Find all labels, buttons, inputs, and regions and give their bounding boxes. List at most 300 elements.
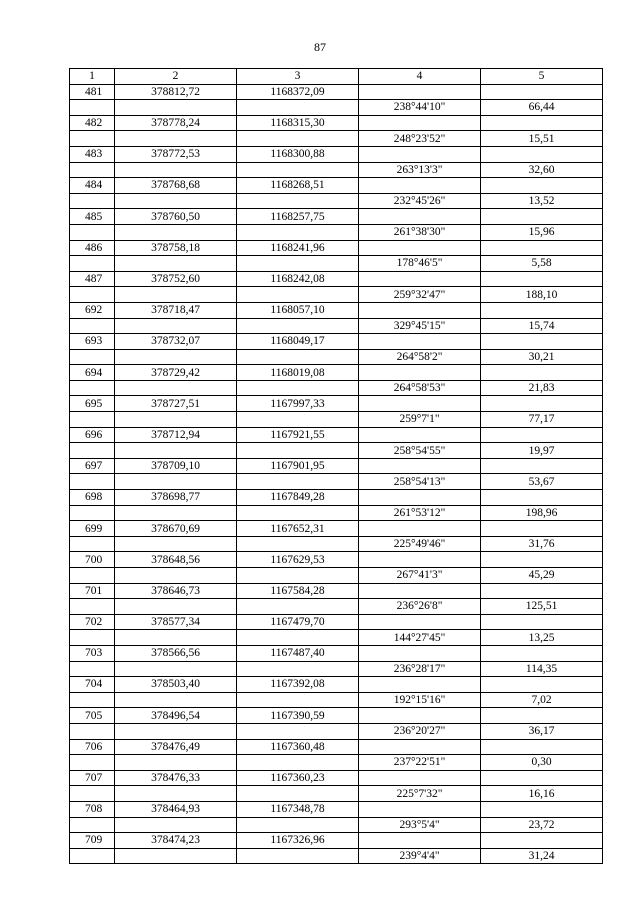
point-number-cell: 484 <box>70 178 115 194</box>
table-header-row <box>70 69 603 85</box>
distance-cell: 45,29 <box>481 568 603 584</box>
empty-cell <box>237 817 359 833</box>
x-coordinate-cell: 378729,42 <box>115 365 237 381</box>
point-number-cell: 693 <box>70 334 115 350</box>
empty-cell <box>359 583 481 599</box>
empty-cell <box>359 115 481 131</box>
empty-cell <box>237 224 359 240</box>
empty-cell <box>237 786 359 802</box>
table-row <box>70 661 603 677</box>
empty-cell <box>481 677 603 693</box>
empty-cell <box>359 521 481 537</box>
empty-cell <box>70 287 115 303</box>
distance-cell: 53,67 <box>481 474 603 490</box>
table-row <box>70 318 603 334</box>
x-coordinate-cell: 378496,54 <box>115 708 237 724</box>
x-coordinate-cell: 378670,69 <box>115 521 237 537</box>
x-coordinate-cell: 378760,50 <box>115 209 237 225</box>
empty-cell <box>70 599 115 615</box>
table-row <box>70 755 603 771</box>
x-coordinate-cell: 378752,60 <box>115 271 237 287</box>
table-row <box>70 474 603 490</box>
empty-cell <box>115 536 237 552</box>
point-number-cell: 692 <box>70 302 115 318</box>
y-coordinate-cell: 1167921,55 <box>237 427 359 443</box>
empty-cell <box>359 552 481 568</box>
table-row <box>70 770 603 786</box>
y-coordinate-cell: 1167390,59 <box>237 708 359 724</box>
table-row <box>70 396 603 412</box>
point-number-cell: 485 <box>70 209 115 225</box>
y-coordinate-cell: 1168242,08 <box>237 271 359 287</box>
x-coordinate-cell: 378648,56 <box>115 552 237 568</box>
empty-cell <box>70 755 115 771</box>
distance-cell: 13,25 <box>481 630 603 646</box>
empty-cell <box>481 521 603 537</box>
empty-cell <box>237 599 359 615</box>
empty-cell <box>115 599 237 615</box>
empty-cell <box>115 474 237 490</box>
empty-cell <box>70 723 115 739</box>
y-coordinate-cell: 1167997,33 <box>237 396 359 412</box>
table-row <box>70 162 603 178</box>
empty-cell <box>115 692 237 708</box>
empty-cell <box>115 162 237 178</box>
distance-cell: 36,17 <box>481 723 603 739</box>
empty-cell <box>237 162 359 178</box>
distance-cell: 198,96 <box>481 505 603 521</box>
distance-cell: 16,16 <box>481 786 603 802</box>
y-coordinate-cell: 1168315,30 <box>237 115 359 131</box>
x-coordinate-cell: 378772,53 <box>115 146 237 162</box>
table-row <box>70 412 603 428</box>
empty-cell <box>359 209 481 225</box>
table-row <box>70 458 603 474</box>
point-number-cell: 707 <box>70 770 115 786</box>
table-row <box>70 833 603 849</box>
table-row <box>70 209 603 225</box>
empty-cell <box>359 365 481 381</box>
y-coordinate-cell: 1167487,40 <box>237 645 359 661</box>
direction-angle-cell: 144°27'45" <box>359 630 481 646</box>
empty-cell <box>115 848 237 864</box>
empty-cell <box>115 193 237 209</box>
empty-cell <box>115 100 237 116</box>
x-coordinate-cell: 378778,24 <box>115 115 237 131</box>
x-coordinate-cell: 378768,68 <box>115 178 237 194</box>
empty-cell <box>70 380 115 396</box>
direction-angle-cell: 264°58'2" <box>359 349 481 365</box>
x-coordinate-cell: 378476,49 <box>115 739 237 755</box>
empty-cell <box>70 162 115 178</box>
empty-cell <box>481 396 603 412</box>
empty-cell <box>70 568 115 584</box>
x-coordinate-cell: 378727,51 <box>115 396 237 412</box>
empty-cell <box>359 334 481 350</box>
distance-cell: 32,60 <box>481 162 603 178</box>
y-coordinate-cell: 1168049,17 <box>237 334 359 350</box>
x-coordinate-cell: 378566,56 <box>115 645 237 661</box>
empty-cell <box>115 630 237 646</box>
table-row <box>70 427 603 443</box>
direction-angle-cell: 293°5'4" <box>359 817 481 833</box>
table-row <box>70 505 603 521</box>
distance-cell: 31,76 <box>481 536 603 552</box>
empty-cell <box>481 770 603 786</box>
direction-angle-cell: 267°41'3" <box>359 568 481 584</box>
empty-cell <box>481 271 603 287</box>
empty-cell <box>70 817 115 833</box>
empty-cell <box>481 240 603 256</box>
y-coordinate-cell: 1167479,70 <box>237 614 359 630</box>
empty-cell <box>481 115 603 131</box>
empty-cell <box>359 146 481 162</box>
distance-cell: 66,44 <box>481 100 603 116</box>
table-row <box>70 645 603 661</box>
empty-cell <box>359 396 481 412</box>
empty-cell <box>115 349 237 365</box>
table-row <box>70 801 603 817</box>
empty-cell <box>70 224 115 240</box>
x-coordinate-cell: 378732,07 <box>115 334 237 350</box>
table-row <box>70 848 603 864</box>
direction-angle-cell: 248°23'52" <box>359 131 481 147</box>
y-coordinate-cell: 1167348,78 <box>237 801 359 817</box>
point-number-cell: 699 <box>70 521 115 537</box>
empty-cell <box>237 380 359 396</box>
empty-cell <box>237 443 359 459</box>
point-number-cell: 695 <box>70 396 115 412</box>
y-coordinate-cell: 1168241,96 <box>237 240 359 256</box>
empty-cell <box>115 256 237 272</box>
empty-cell <box>359 708 481 724</box>
empty-cell <box>481 178 603 194</box>
point-number-cell: 482 <box>70 115 115 131</box>
y-coordinate-cell: 1168300,88 <box>237 146 359 162</box>
empty-cell <box>481 302 603 318</box>
empty-cell <box>70 193 115 209</box>
empty-cell <box>237 661 359 677</box>
table-row <box>70 568 603 584</box>
direction-angle-cell: 232°45'26" <box>359 193 481 209</box>
empty-cell <box>359 458 481 474</box>
point-number-cell: 703 <box>70 645 115 661</box>
empty-cell <box>481 84 603 100</box>
empty-cell <box>359 801 481 817</box>
header-cell-4: 4 <box>359 69 481 85</box>
empty-cell <box>237 848 359 864</box>
y-coordinate-cell: 1168268,51 <box>237 178 359 194</box>
x-coordinate-cell: 378758,18 <box>115 240 237 256</box>
empty-cell <box>481 209 603 225</box>
table-row <box>70 723 603 739</box>
empty-cell <box>481 146 603 162</box>
empty-cell <box>481 583 603 599</box>
empty-cell <box>481 427 603 443</box>
table-row <box>70 380 603 396</box>
table-row <box>70 334 603 350</box>
point-number-cell: 705 <box>70 708 115 724</box>
empty-cell <box>115 412 237 428</box>
table-row <box>70 349 603 365</box>
table-row <box>70 677 603 693</box>
y-coordinate-cell: 1167901,95 <box>237 458 359 474</box>
point-number-cell: 481 <box>70 84 115 100</box>
point-number-cell: 694 <box>70 365 115 381</box>
distance-cell: 19,97 <box>481 443 603 459</box>
table-row <box>70 146 603 162</box>
direction-angle-cell: 237°22'51" <box>359 755 481 771</box>
empty-cell <box>70 131 115 147</box>
table-row <box>70 630 603 646</box>
empty-cell <box>115 755 237 771</box>
point-number-cell: 700 <box>70 552 115 568</box>
y-coordinate-cell: 1168372,09 <box>237 84 359 100</box>
x-coordinate-cell: 378709,10 <box>115 458 237 474</box>
point-number-cell: 696 <box>70 427 115 443</box>
direction-angle-cell: 258°54'55" <box>359 443 481 459</box>
direction-angle-cell: 261°53'12" <box>359 505 481 521</box>
empty-cell <box>481 490 603 506</box>
empty-cell <box>237 349 359 365</box>
y-coordinate-cell: 1167360,23 <box>237 770 359 786</box>
empty-cell <box>237 723 359 739</box>
table-row <box>70 256 603 272</box>
table-row <box>70 692 603 708</box>
table-row <box>70 708 603 724</box>
empty-cell <box>481 833 603 849</box>
x-coordinate-cell: 378812,72 <box>115 84 237 100</box>
header-cell-5: 5 <box>481 69 603 85</box>
distance-cell: 0,30 <box>481 755 603 771</box>
empty-cell <box>359 271 481 287</box>
distance-cell: 30,21 <box>481 349 603 365</box>
empty-cell <box>70 256 115 272</box>
empty-cell <box>237 131 359 147</box>
empty-cell <box>115 786 237 802</box>
empty-cell <box>359 739 481 755</box>
empty-cell <box>70 505 115 521</box>
direction-angle-cell: 238°44'10" <box>359 100 481 116</box>
direction-angle-cell: 261°38'30" <box>359 224 481 240</box>
distance-cell: 5,58 <box>481 256 603 272</box>
direction-angle-cell: 263°13'3" <box>359 162 481 178</box>
y-coordinate-cell: 1167360,48 <box>237 739 359 755</box>
empty-cell <box>359 614 481 630</box>
header-cell-2: 2 <box>115 69 237 85</box>
empty-cell <box>115 224 237 240</box>
empty-cell <box>359 677 481 693</box>
direction-angle-cell: 178°46'5" <box>359 256 481 272</box>
empty-cell <box>237 755 359 771</box>
direction-angle-cell: 236°28'17" <box>359 661 481 677</box>
empty-cell <box>237 193 359 209</box>
x-coordinate-cell: 378712,94 <box>115 427 237 443</box>
table-row <box>70 193 603 209</box>
distance-cell: 15,51 <box>481 131 603 147</box>
table-row <box>70 100 603 116</box>
table-row <box>70 739 603 755</box>
direction-angle-cell: 192°15'16" <box>359 692 481 708</box>
empty-cell <box>359 302 481 318</box>
empty-cell <box>481 801 603 817</box>
point-number-cell: 698 <box>70 490 115 506</box>
table-row <box>70 302 603 318</box>
empty-cell <box>359 645 481 661</box>
empty-cell <box>115 661 237 677</box>
page-number: 87 <box>314 40 326 54</box>
point-number-cell: 701 <box>70 583 115 599</box>
direction-angle-cell: 259°32'47" <box>359 287 481 303</box>
empty-cell <box>115 131 237 147</box>
x-coordinate-cell: 378698,77 <box>115 490 237 506</box>
empty-cell <box>359 770 481 786</box>
table-row <box>70 552 603 568</box>
point-number-cell: 709 <box>70 833 115 849</box>
empty-cell <box>70 474 115 490</box>
x-coordinate-cell: 378464,93 <box>115 801 237 817</box>
empty-cell <box>70 100 115 116</box>
distance-cell: 15,74 <box>481 318 603 334</box>
distance-cell: 125,51 <box>481 599 603 615</box>
distance-cell: 188,10 <box>481 287 603 303</box>
x-coordinate-cell: 378718,47 <box>115 302 237 318</box>
point-number-cell: 697 <box>70 458 115 474</box>
distance-cell: 7,02 <box>481 692 603 708</box>
empty-cell <box>70 661 115 677</box>
distance-cell: 15,96 <box>481 224 603 240</box>
empty-cell <box>237 412 359 428</box>
table-row <box>70 521 603 537</box>
empty-cell <box>237 256 359 272</box>
direction-angle-cell: 236°26'8" <box>359 599 481 615</box>
direction-angle-cell: 258°54'13" <box>359 474 481 490</box>
point-number-cell: 702 <box>70 614 115 630</box>
point-number-cell: 704 <box>70 677 115 693</box>
direction-angle-cell: 236°20'27" <box>359 723 481 739</box>
direction-angle-cell: 259°7'1" <box>359 412 481 428</box>
empty-cell <box>115 505 237 521</box>
header-cell-3: 3 <box>237 69 359 85</box>
empty-cell <box>481 739 603 755</box>
point-number-cell: 708 <box>70 801 115 817</box>
empty-cell <box>115 380 237 396</box>
empty-cell <box>237 100 359 116</box>
y-coordinate-cell: 1167392,08 <box>237 677 359 693</box>
direction-angle-cell: 329°45'15" <box>359 318 481 334</box>
table-row <box>70 365 603 381</box>
table-row <box>70 490 603 506</box>
empty-cell <box>115 287 237 303</box>
table-row <box>70 599 603 615</box>
point-number-cell: 487 <box>70 271 115 287</box>
empty-cell <box>359 84 481 100</box>
y-coordinate-cell: 1167326,96 <box>237 833 359 849</box>
distance-cell: 13,52 <box>481 193 603 209</box>
empty-cell <box>481 458 603 474</box>
empty-cell <box>481 645 603 661</box>
table-row <box>70 614 603 630</box>
empty-cell <box>481 365 603 381</box>
table-row <box>70 443 603 459</box>
empty-cell <box>359 427 481 443</box>
empty-cell <box>70 630 115 646</box>
y-coordinate-cell: 1167584,28 <box>237 583 359 599</box>
point-number-cell: 483 <box>70 146 115 162</box>
table-row <box>70 536 603 552</box>
empty-cell <box>237 630 359 646</box>
empty-cell <box>481 334 603 350</box>
empty-cell <box>237 568 359 584</box>
empty-cell <box>115 568 237 584</box>
empty-cell <box>70 412 115 428</box>
table-row <box>70 583 603 599</box>
empty-cell <box>70 786 115 802</box>
coordinates-table <box>69 68 603 864</box>
empty-cell <box>237 536 359 552</box>
direction-angle-cell: 239°4'4" <box>359 848 481 864</box>
empty-cell <box>115 817 237 833</box>
x-coordinate-cell: 378577,34 <box>115 614 237 630</box>
table-row <box>70 817 603 833</box>
distance-cell: 77,17 <box>481 412 603 428</box>
empty-cell <box>481 614 603 630</box>
empty-cell <box>70 692 115 708</box>
empty-cell <box>359 178 481 194</box>
y-coordinate-cell: 1167849,28 <box>237 490 359 506</box>
y-coordinate-cell: 1168019,08 <box>237 365 359 381</box>
distance-cell: 23,72 <box>481 817 603 833</box>
empty-cell <box>237 474 359 490</box>
y-coordinate-cell: 1168257,75 <box>237 209 359 225</box>
table-row <box>70 240 603 256</box>
distance-cell: 114,35 <box>481 661 603 677</box>
empty-cell <box>481 552 603 568</box>
table-row <box>70 115 603 131</box>
empty-cell <box>481 708 603 724</box>
x-coordinate-cell: 378646,73 <box>115 583 237 599</box>
table-row <box>70 224 603 240</box>
x-coordinate-cell: 378474,23 <box>115 833 237 849</box>
x-coordinate-cell: 378503,40 <box>115 677 237 693</box>
table-row <box>70 287 603 303</box>
y-coordinate-cell: 1167652,31 <box>237 521 359 537</box>
empty-cell <box>237 287 359 303</box>
empty-cell <box>359 490 481 506</box>
distance-cell: 31,24 <box>481 848 603 864</box>
table-row <box>70 271 603 287</box>
empty-cell <box>359 833 481 849</box>
point-number-cell: 486 <box>70 240 115 256</box>
empty-cell <box>115 443 237 459</box>
header-cell-1: 1 <box>70 69 115 85</box>
y-coordinate-cell: 1167629,53 <box>237 552 359 568</box>
x-coordinate-cell: 378476,33 <box>115 770 237 786</box>
y-coordinate-cell: 1168057,10 <box>237 302 359 318</box>
distance-cell: 21,83 <box>481 380 603 396</box>
direction-angle-cell: 264°58'53" <box>359 380 481 396</box>
table-row <box>70 84 603 100</box>
empty-cell <box>70 318 115 334</box>
direction-angle-cell: 225°49'46" <box>359 536 481 552</box>
empty-cell <box>237 505 359 521</box>
empty-cell <box>70 349 115 365</box>
point-number-cell: 706 <box>70 739 115 755</box>
empty-cell <box>237 692 359 708</box>
direction-angle-cell: 225°7'32" <box>359 786 481 802</box>
empty-cell <box>70 536 115 552</box>
empty-cell <box>70 443 115 459</box>
